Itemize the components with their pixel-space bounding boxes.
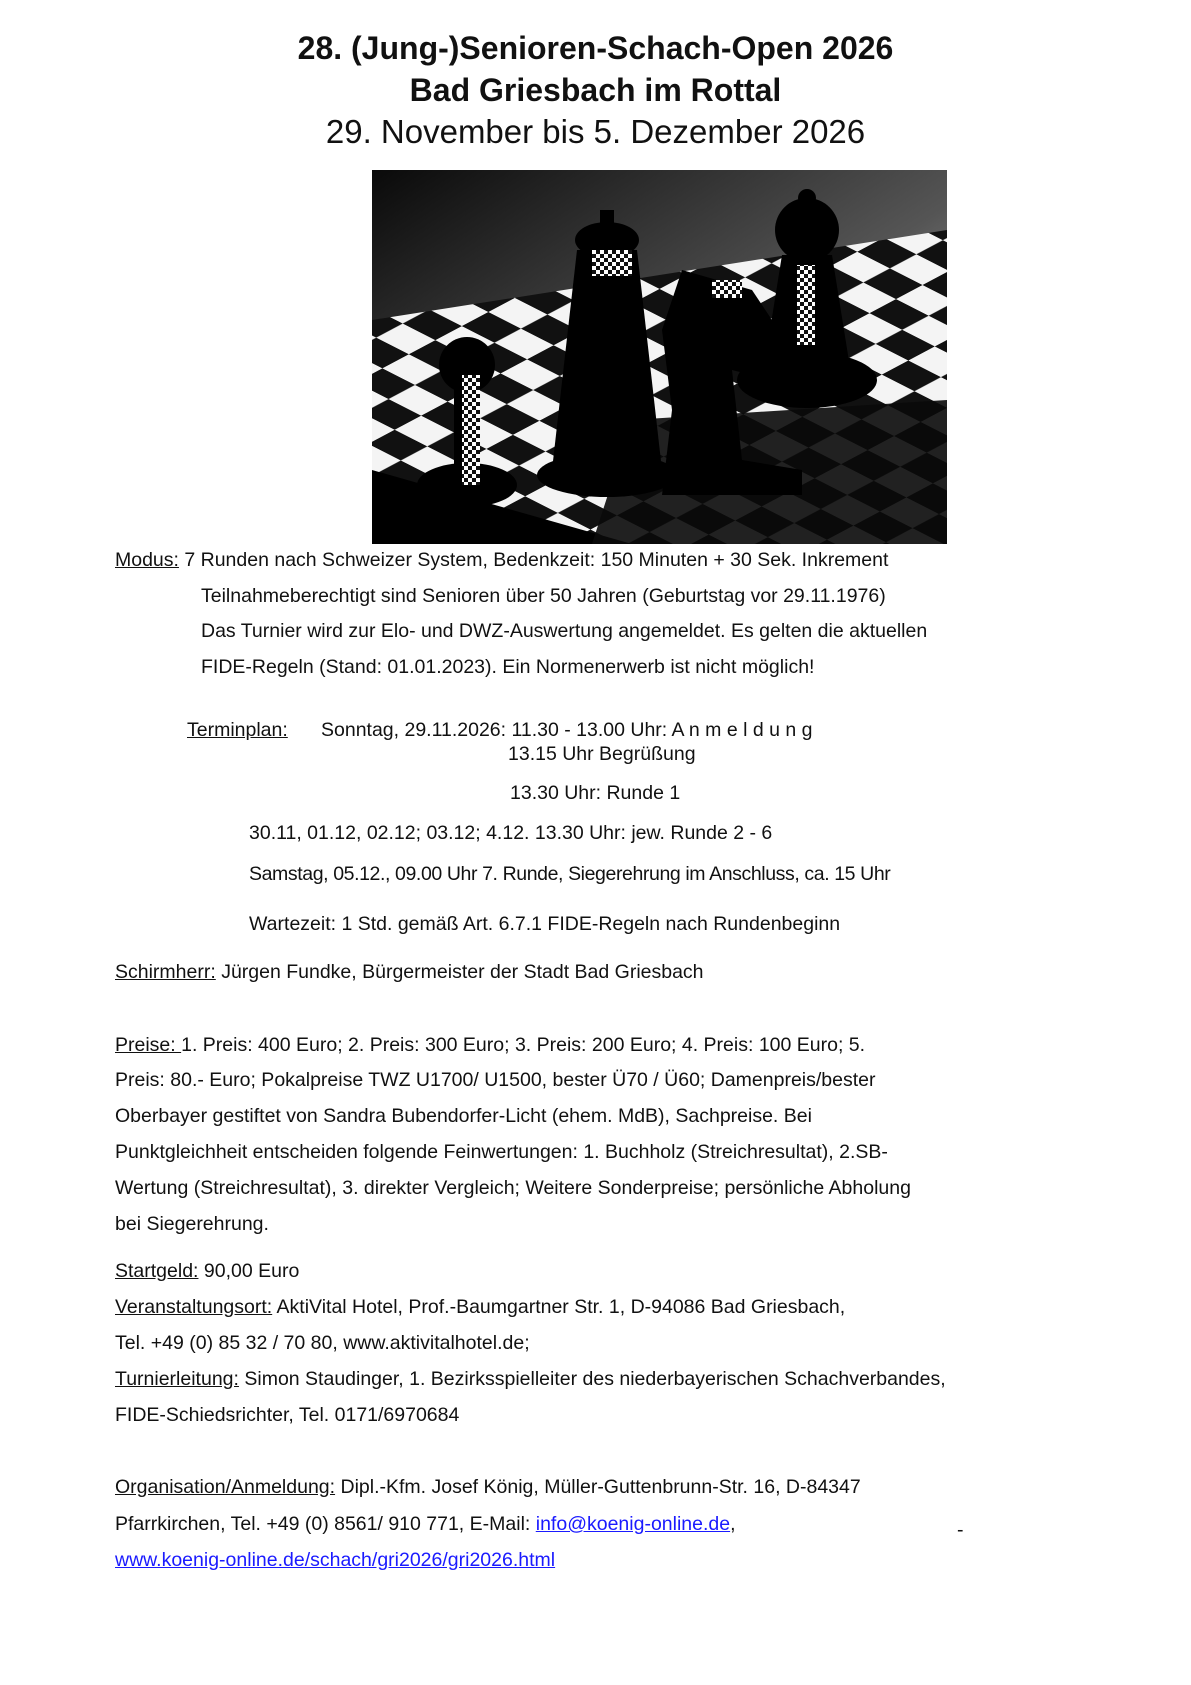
terminplan-line3: 13.30 Uhr: Runde 1	[510, 782, 681, 804]
page-title: 28. (Jung-)Senioren-Schach-Open 2026	[297, 30, 894, 66]
organisation-line1	[115, 1475, 861, 1499]
turnierleitung-text: Simon Staudinger, 1. Bezirksspielleiter des niederbayerischen Schachverbandes,	[238, 1368, 946, 1390]
schirmherr-text: Jürgen Fundke, Bürgermeister der Stadt Bad Griesbach	[215, 961, 704, 983]
wartezeit: Wartezeit: 1 Std. gemäß Art. 6.7.1 FIDE-Regeln nach Rundenbeginn	[249, 913, 841, 935]
organisation-label: Organisation/Anmeldung:	[115, 1476, 336, 1498]
terminplan-label: Terminplan:	[187, 719, 288, 741]
preise-text1: 1. Preis: 400 Euro; 2. Preis: 300 Euro; 3. Preis: 200 Euro; 4. Preis: 100 Euro; 5.	[181, 1034, 866, 1056]
schirmherr-label: Schirmherr:	[115, 961, 216, 983]
startgeld-label: Startgeld:	[115, 1260, 199, 1282]
website-link[interactable]: www.koenig-online.de/schach/gri2026/gri2026.html	[115, 1549, 556, 1571]
veranstaltungsort-line1	[115, 1295, 845, 1319]
page-subtitle-location: Bad Griesbach im Rottal	[409, 72, 782, 108]
preise-line6: bei Siegerehrung.	[115, 1213, 269, 1235]
turnierleitung-line1	[115, 1367, 946, 1391]
turnierleitung-label: Turnierleitung:	[115, 1368, 239, 1390]
veranstaltungsort-text: AktiVital Hotel, Prof.-Baumgartner Str. 1, D-94086 Bad Griesbach,	[272, 1296, 846, 1318]
preise-line1	[115, 1033, 865, 1057]
modus-line2: Teilnahmeberechtigt sind Senioren über 50 Jahren (Geburtstag vor 29.11.1976)	[201, 585, 886, 607]
modus-line3: Das Turnier wird zur Elo- und DWZ-Auswertung angemeldet. Es gelten die aktuellen	[201, 620, 928, 642]
email-link[interactable]: info@koenig-online.de	[535, 1513, 731, 1535]
organisation-text: Dipl.-Kfm. Josef König, Müller-Guttenbrunn-Str. 16, D-84347	[335, 1476, 861, 1498]
modus-line1	[115, 548, 888, 572]
modus-label: Modus:	[115, 549, 179, 571]
terminplan-line4: 30.11, 01.12, 02.12; 03.12; 4.12. 13.30 Uhr: jew. Runde 2 - 6	[249, 822, 773, 844]
preise-label: Preise:	[115, 1034, 182, 1056]
modus-text: 7 Runden nach Schweizer System, Bedenkzeit: 150 Minuten + 30 Sek. Inkrement	[178, 549, 889, 571]
organisation-contact: Pfarrkirchen, Tel. +49 (0) 8561/ 910 771, E-Mail:	[115, 1513, 536, 1535]
preise-line4: Punktgleichheit entscheiden folgende Feinwertungen: 1. Buchholz (Streichresultat), 2.SB-	[115, 1141, 888, 1163]
veranstaltungsort-label: Veranstaltungsort:	[115, 1296, 273, 1318]
schirmherr-line	[115, 960, 704, 984]
modus-line4: FIDE-Regeln (Stand: 01.01.2023). Ein Normenerwerb ist nicht möglich!	[201, 656, 815, 678]
chess-pieces-illustration	[372, 170, 947, 544]
turnierleitung-line2: FIDE-Schiedsrichter, Tel. 0171/6970684	[115, 1404, 460, 1426]
preise-line3: Oberbayer gestiftet von Sandra Bubendorfer-Licht (ehem. MdB), Sachpreise. Bei	[115, 1105, 812, 1127]
startgeld-text: 90,00 Euro	[198, 1260, 300, 1282]
terminplan-line2: 13.15 Uhr Begrüßung	[508, 743, 696, 765]
organisation-comma: ,	[730, 1513, 736, 1535]
terminplan-line5: Samstag, 05.12., 09.00 Uhr 7. Runde, Siegerehrung im Anschluss, ca. 15 Uhr	[249, 863, 891, 885]
event-dates: 29. November bis 5. Dezember 2026	[325, 113, 866, 150]
startgeld-line	[115, 1259, 299, 1283]
organisation-line2	[115, 1512, 736, 1536]
veranstaltungsort-line2: Tel. +49 (0) 85 32 / 70 80, www.aktivitalhotel.de;	[115, 1332, 530, 1354]
preise-line5: Wertung (Streichresultat), 3. direkter Vergleich; Weitere Sonderpreise; persönliche Abholung	[115, 1177, 911, 1199]
stray-dash: -	[957, 1519, 964, 1541]
terminplan-line1: Sonntag, 29.11.2026: 11.30 - 13.00 Uhr: A n m e l d u n g	[321, 719, 813, 741]
preise-line2: Preis: 80.- Euro; Pokalpreise TWZ U1700/ U1500, bester Ü70 / Ü60; Damenpreis/bester	[115, 1069, 876, 1091]
